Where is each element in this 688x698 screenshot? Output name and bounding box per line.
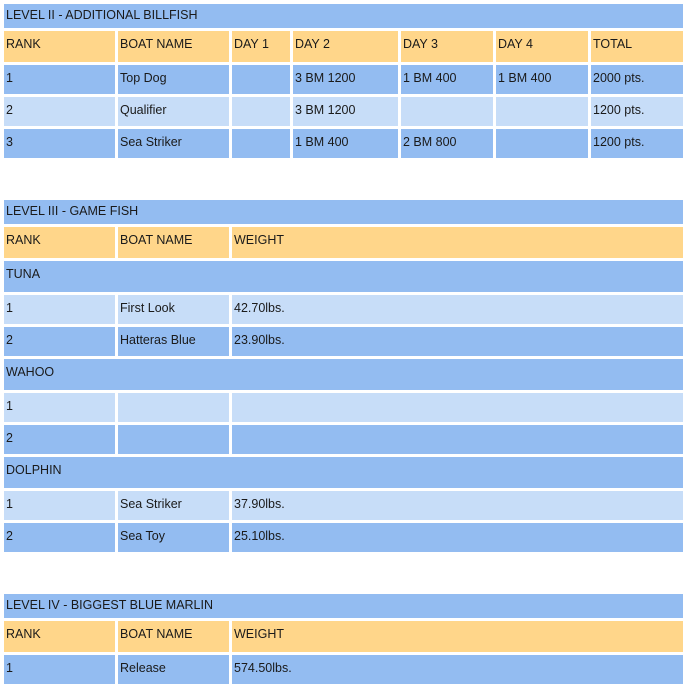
table-row (4, 425, 683, 457)
day4-cell: 1 BM 400 (496, 65, 591, 97)
group-row-tuna (4, 261, 683, 295)
group-label: WAHOO (4, 359, 683, 393)
boat-name-cell: Hatteras Blue (118, 327, 232, 359)
level3-title-row (4, 200, 683, 227)
weight-cell: 574.50lbs. (232, 655, 683, 687)
rank-cell: 2 (4, 97, 118, 129)
day3-cell (401, 97, 496, 129)
boat-name-cell (118, 425, 232, 457)
boat-name-cell: Sea Striker (118, 491, 232, 523)
table-row (4, 295, 683, 327)
col-rank-header: RANK (4, 31, 118, 65)
level4-table (4, 594, 683, 687)
group-row-wahoo (4, 359, 683, 393)
level2-table (4, 4, 683, 161)
col-boat-name-header: BOAT NAME (118, 621, 232, 655)
rank-cell: 3 (4, 129, 118, 161)
boat-name-cell: Release (118, 655, 232, 687)
boat-name-cell: Sea Striker (118, 129, 232, 161)
col-day4-header: DAY 4 (496, 31, 591, 65)
rank-cell: 1 (4, 655, 118, 687)
day3-cell: 1 BM 400 (401, 65, 496, 97)
weight-cell (232, 393, 683, 425)
table-row (4, 129, 683, 161)
group-label: DOLPHIN (4, 457, 683, 491)
level2-header-row (4, 31, 683, 65)
rank-cell: 1 (4, 393, 118, 425)
day1-cell (232, 97, 293, 129)
rank-cell: 2 (4, 523, 118, 555)
day3-cell: 2 BM 800 (401, 129, 496, 161)
col-day2-header: DAY 2 (293, 31, 401, 65)
group-row-dolphin (4, 457, 683, 491)
group-label: TUNA (4, 261, 683, 295)
rank-cell: 1 (4, 491, 118, 523)
level4-title: LEVEL IV - BIGGEST BLUE MARLIN (4, 594, 683, 621)
col-day1-header: DAY 1 (232, 31, 293, 65)
table-row (4, 523, 683, 555)
table-row (4, 97, 683, 129)
boat-name-cell: Sea Toy (118, 523, 232, 555)
level3-header-row (4, 227, 683, 261)
table-row (4, 65, 683, 97)
weight-cell: 23.90lbs. (232, 327, 683, 359)
day4-cell (496, 129, 591, 161)
boat-name-cell: Top Dog (118, 65, 232, 97)
boat-name-cell: Qualifier (118, 97, 232, 129)
col-weight-header: WEIGHT (232, 621, 683, 655)
rank-cell: 2 (4, 425, 118, 457)
level2-title: LEVEL II - ADDITIONAL BILLFISH (4, 4, 683, 31)
total-cell: 1200 pts. (591, 129, 683, 161)
boat-name-cell: First Look (118, 295, 232, 327)
level4-header-row (4, 621, 683, 655)
total-cell: 2000 pts. (591, 65, 683, 97)
level2-title-row (4, 4, 683, 31)
rank-cell: 2 (4, 327, 118, 359)
level4-title-row (4, 594, 683, 621)
weight-cell: 42.70lbs. (232, 295, 683, 327)
weight-cell (232, 425, 683, 457)
weight-cell: 25.10lbs. (232, 523, 683, 555)
table-row (4, 393, 683, 425)
rank-cell: 1 (4, 295, 118, 327)
day4-cell (496, 97, 591, 129)
col-boat-name-header: BOAT NAME (118, 31, 232, 65)
table-row (4, 491, 683, 523)
table-row (4, 327, 683, 359)
boat-name-cell (118, 393, 232, 425)
day2-cell: 3 BM 1200 (293, 65, 401, 97)
col-total-header: TOTAL (591, 31, 683, 65)
total-cell: 1200 pts. (591, 97, 683, 129)
col-boat-name-header: BOAT NAME (118, 227, 232, 261)
weight-cell: 37.90lbs. (232, 491, 683, 523)
table-row (4, 655, 683, 687)
rank-cell: 1 (4, 65, 118, 97)
col-day3-header: DAY 3 (401, 31, 496, 65)
level3-title: LEVEL III - GAME FISH (4, 200, 683, 227)
day2-cell: 1 BM 400 (293, 129, 401, 161)
level3-table (4, 200, 683, 555)
day1-cell (232, 129, 293, 161)
col-rank-header: RANK (4, 227, 118, 261)
day1-cell (232, 65, 293, 97)
day2-cell: 3 BM 1200 (293, 97, 401, 129)
col-rank-header: RANK (4, 621, 118, 655)
col-weight-header: WEIGHT (232, 227, 683, 261)
